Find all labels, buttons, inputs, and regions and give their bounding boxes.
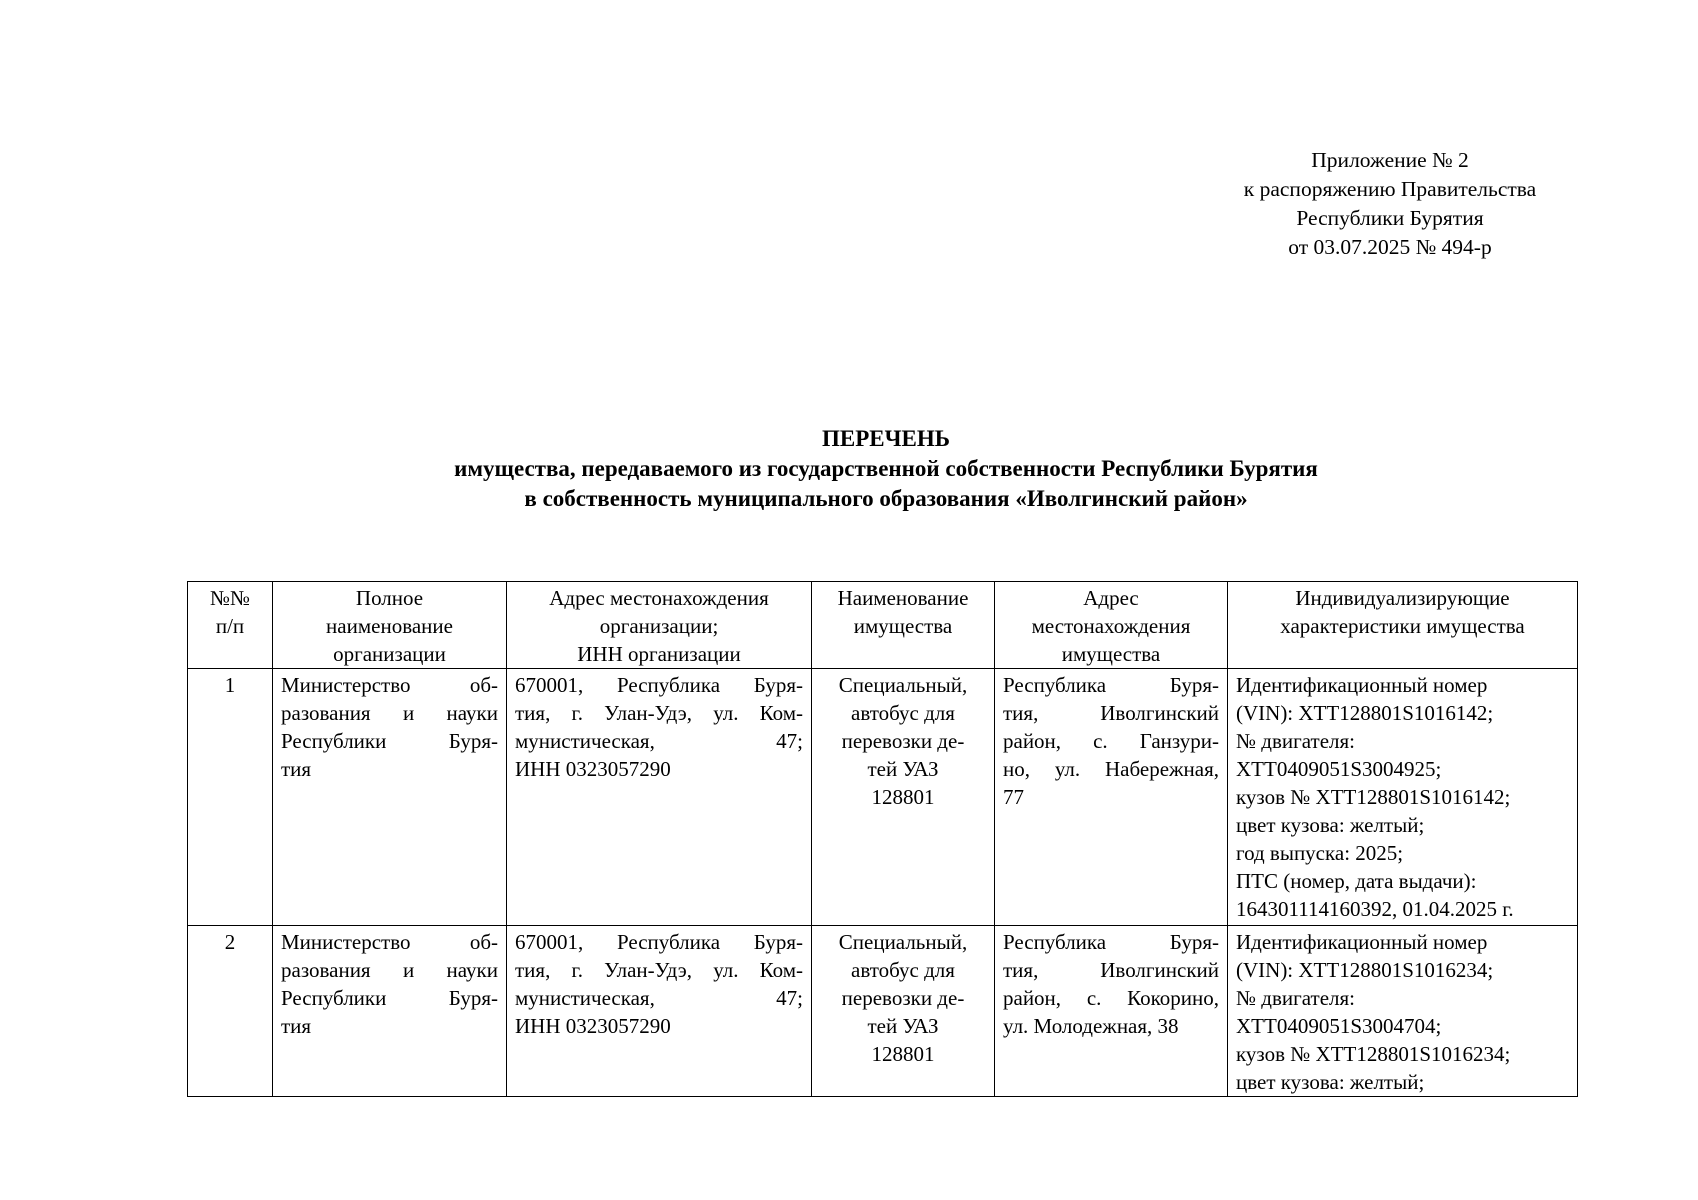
appendix-line: Республики Бурятия	[1296, 206, 1484, 230]
table-row	[188, 926, 1578, 1097]
cell-num: 2	[188, 926, 273, 1097]
cell-organization-address	[507, 926, 812, 1097]
cell-line: Республики Буря-	[281, 729, 498, 753]
cell-line: тия, Иволгинский	[1003, 958, 1219, 982]
cell-line: Республики Буря-	[281, 986, 498, 1010]
cell-line: организации	[333, 642, 446, 666]
cell-line: Специальный,	[838, 930, 968, 954]
cell-line: 670001, Республика Буря-	[515, 930, 803, 954]
cell-num: 1	[188, 669, 273, 926]
cell-line: №№	[209, 586, 251, 610]
cell-line: наименование	[326, 614, 453, 638]
appendix-note	[1200, 146, 1580, 262]
cell-line: мунистическая, 47;	[515, 986, 803, 1010]
cell-line: кузов № XTT128801S1016142;	[1236, 785, 1511, 809]
cell-line: цвет кузова: желтый;	[1236, 813, 1425, 837]
cell-property-name	[812, 669, 995, 926]
document-title	[0, 424, 1698, 514]
cell-line: разования и науки	[281, 701, 498, 725]
cell-line: имущества	[1061, 642, 1161, 666]
cell-line: Республика Буря-	[1003, 673, 1219, 697]
header-organization	[273, 582, 507, 669]
cell-line: Министерство об-	[281, 673, 498, 697]
cell-line: автобус для	[851, 958, 955, 982]
cell-property-name	[812, 926, 995, 1097]
cell-line: разования и науки	[281, 958, 498, 982]
title-heading: ПЕРЕЧЕНЬ	[822, 426, 950, 451]
cell-characteristics	[1228, 669, 1578, 926]
cell-line: Адрес	[1083, 586, 1139, 610]
cell-line: организации;	[599, 614, 719, 638]
cell-line: Специальный,	[838, 673, 968, 697]
cell-line: ИНН организации	[577, 642, 741, 666]
cell-line: № двигателя:	[1236, 986, 1355, 1010]
cell-line: ИНН 0323057290	[515, 757, 671, 781]
cell-line: тия, Иволгинский	[1003, 701, 1219, 725]
cell-line: тия	[281, 757, 312, 781]
cell-line: характеристики имущества	[1280, 614, 1525, 638]
cell-line: (VIN): XTT128801S1016234;	[1236, 958, 1494, 982]
cell-line: район, с. Кокорино,	[1003, 986, 1219, 1010]
cell-line: XTT0409051S3004925;	[1236, 757, 1442, 781]
cell-line: тия, г. Улан-Удэ, ул. Ком-	[515, 701, 803, 725]
cell-organization	[273, 669, 507, 926]
cell-line: местонахождения	[1031, 614, 1191, 638]
cell-line: район, с. Ганзури-	[1003, 729, 1219, 753]
cell-line: п/п	[215, 614, 245, 638]
cell-line: ПТС (номер, дата выдачи):	[1236, 869, 1477, 893]
cell-line: тия	[281, 1014, 312, 1038]
cell-line: Индивидуализирующие	[1295, 586, 1510, 610]
title-line: имущества, передаваемого из государственной собственности Республики Бурятия	[454, 456, 1318, 481]
title-line: в собственность муниципального образования «Иволгинский район»	[524, 486, 1248, 511]
table-header-row	[188, 582, 1578, 669]
cell-line: перевозки де-	[841, 986, 965, 1010]
cell-line: Адрес местонахождения	[549, 586, 769, 610]
cell-line: автобус для	[851, 701, 955, 725]
header-organization-address	[507, 582, 812, 669]
cell-line: ИНН 0323057290	[515, 1014, 671, 1038]
cell-line: тей УАЗ	[867, 757, 939, 781]
header-characteristics	[1228, 582, 1578, 669]
appendix-line: к распоряжению Правительства	[1243, 177, 1537, 201]
header-property-address	[995, 582, 1228, 669]
cell-line: но, ул. Набережная,	[1003, 757, 1219, 781]
cell-line: № двигателя:	[1236, 729, 1355, 753]
cell-line: имущества	[853, 614, 953, 638]
cell-line: Идентификационный номер	[1236, 673, 1488, 697]
cell-line: 128801	[871, 1042, 935, 1066]
header-property-name	[812, 582, 995, 669]
cell-organization-address	[507, 669, 812, 926]
table-row	[188, 669, 1578, 926]
cell-line: 128801	[871, 785, 935, 809]
cell-line: мунистическая, 47;	[515, 729, 803, 753]
cell-line: перевозки де-	[841, 729, 965, 753]
cell-property-address	[995, 669, 1228, 926]
cell-line: год выпуска: 2025;	[1236, 841, 1404, 865]
cell-line: тей УАЗ	[867, 1014, 939, 1038]
cell-line: Идентификационный номер	[1236, 930, 1488, 954]
cell-line: 164301114160392, 01.04.2025 г.	[1236, 897, 1514, 921]
cell-line: кузов № XTT128801S1016234;	[1236, 1042, 1511, 1066]
cell-characteristics	[1228, 926, 1578, 1097]
cell-line: XTT0409051S3004704;	[1236, 1014, 1442, 1038]
property-table	[187, 581, 1578, 1097]
appendix-line: от 03.07.2025 № 494-р	[1288, 235, 1492, 259]
cell-line: цвет кузова: желтый;	[1236, 1070, 1425, 1094]
cell-line: (VIN): XTT128801S1016142;	[1236, 701, 1494, 725]
cell-organization	[273, 926, 507, 1097]
cell-line: Наименование	[837, 586, 969, 610]
cell-line: Полное	[355, 586, 424, 610]
cell-line: тия, г. Улан-Удэ, ул. Ком-	[515, 958, 803, 982]
cell-line: Республика Буря-	[1003, 930, 1219, 954]
cell-property-address	[995, 926, 1228, 1097]
appendix-line: Приложение № 2	[1311, 148, 1469, 172]
cell-line: ул. Молодежная, 38	[1003, 1014, 1179, 1038]
cell-line: 77	[1003, 785, 1024, 809]
cell-line: 670001, Республика Буря-	[515, 673, 803, 697]
cell-line: Министерство об-	[281, 930, 498, 954]
header-num	[188, 582, 273, 669]
